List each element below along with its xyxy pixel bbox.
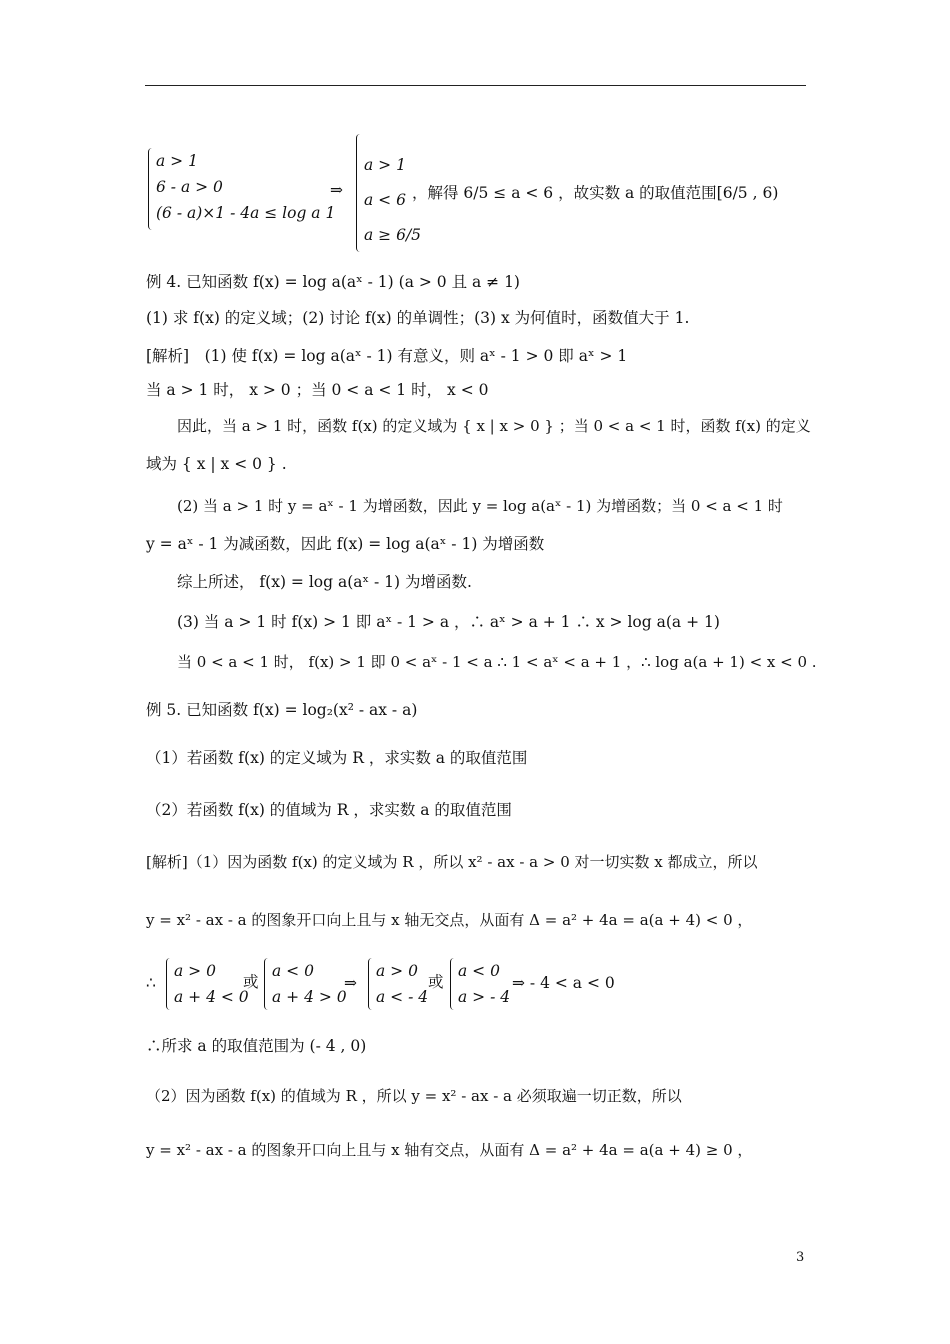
example-4-questions: (1) 求 f(x) 的定义域；(2) 讨论 f(x) 的单调性；(3) x 为何值时，函数值大于 1. [146, 309, 690, 327]
system-2-row: a < 6 [364, 191, 406, 209]
system-1-row: 6 - a > 0 [156, 178, 223, 196]
brace-left-6 [450, 958, 456, 1010]
result-text: ⇒ - 4 < a < 0 [512, 974, 615, 992]
system-5 [376, 958, 428, 1010]
example-5-title: 例 5. 已知函数 f(x) = log₂(x² - ax - a) [146, 701, 418, 719]
implies-arrow: ⇒ [330, 181, 343, 199]
range-result: ∴所求 a 的取值范围为 (- 4 , 0) [146, 1037, 367, 1055]
system-5-row: a < - 4 [376, 988, 429, 1006]
system-6-row: a < 0 [458, 962, 500, 980]
brace-left-5 [368, 958, 374, 1010]
solution-line: 当 a > 1 时， x > 0 ；当 0 < a < 1 时， x < 0 [146, 381, 489, 399]
system-1-row: a > 1 [156, 152, 198, 170]
solution-line: y = x² - ax - a 的图象开口向上且与 x 轴有交点，从面有 Δ = a² + 4a = a(a + 4) ≥ 0 ， [146, 1141, 753, 1159]
brace-left-1 [148, 148, 154, 230]
system-3-row: a > 0 [174, 962, 216, 980]
solution-line: (3) 当 a > 1 时 f(x) > 1 即 aˣ - 1 > a ，∴ aˣ > a + 1 ∴ x > log a(a + 1) [177, 613, 720, 631]
system-2-row: a > 1 [364, 156, 406, 174]
brace-left-4 [264, 958, 270, 1010]
system-2-row: a ≥ 6/5 [364, 226, 422, 244]
or-text: 或 [428, 973, 444, 991]
brace-left-2 [356, 134, 362, 252]
solution-line: 域为 { x | x < 0 } . [146, 455, 287, 473]
solution-line: y = aˣ - 1 为减函数，因此 f(x) = log a(aˣ - 1) 为增函数 [146, 535, 545, 553]
conclusion-text: ，解得 6/5 ≤ a < 6 ，故实数 a 的取值范围[6/5 , 6) [412, 184, 779, 202]
implies-arrow: ⇒ [344, 974, 357, 992]
brace-left-3 [166, 958, 172, 1010]
solution-line: 当 0 < a < 1 时， f(x) > 1 即 0 < aˣ - 1 < a ∴ 1 < aˣ < a + 1 ，∴ log a(a + 1) < x < 0 . [177, 653, 817, 671]
system-3 [174, 958, 249, 1010]
solution-line: [解析]（1）因为函数 f(x) 的定义域为 R ，所以 x² - ax - a > 0 对一切实数 x 都成立，所以 [146, 853, 758, 871]
example-5-question: （1）若函数 f(x) 的定义域为 R ，求实数 a 的取值范围 [146, 749, 528, 767]
system-6 [458, 958, 510, 1010]
example-4-title: 例 4. 已知函数 f(x) = log a(aˣ - 1) (a > 0 且 a ≠ 1) [146, 273, 520, 291]
solution-line: 因此，当 a > 1 时，函数 f(x) 的定义域为 { x | x > 0 } ；当 0 < a < 1 时，函数 f(x) 的定义 [177, 417, 811, 435]
system-5-row: a > 0 [376, 962, 418, 980]
or-text: 或 [243, 973, 259, 991]
system-1 [156, 148, 335, 226]
solution-line: （2）因为函数 f(x) 的值域为 R ，所以 y = x² - ax - a 必须取遍一切正数，所以 [146, 1087, 682, 1105]
solution-line: y = x² - ax - a 的图象开口向上且与 x 轴无交点，从面有 Δ = a² + 4a = a(a + 4) < 0 ， [146, 911, 753, 929]
system-4-row: a < 0 [272, 962, 314, 980]
example-5-question: （2）若函数 f(x) 的值域为 R ，求实数 a 的取值范围 [146, 801, 512, 819]
system-6-row: a > - 4 [458, 988, 511, 1006]
solution-line: (2) 当 a > 1 时 y = aˣ - 1 为增函数，因此 y = log a(aˣ - 1) 为增函数；当 0 < a < 1 时 [177, 497, 783, 515]
page-number: 3 [796, 1250, 805, 1265]
therefore-symbol: ∴ [146, 974, 156, 992]
solution-line: [解析] (1) 使 f(x) = log a(aˣ - 1) 有意义，则 aˣ - 1 > 0 即 aˣ > 1 [146, 347, 628, 365]
system-4-row: a + 4 > 0 [272, 988, 347, 1006]
system-1-row: (6 - a)×1 - 4a ≤ log a 1 [156, 204, 336, 222]
system-3-row: a + 4 < 0 [174, 988, 249, 1006]
header-rule [145, 85, 806, 86]
solution-line: 综上所述， f(x) = log a(aˣ - 1) 为增函数. [177, 573, 472, 591]
system-4 [272, 958, 347, 1010]
